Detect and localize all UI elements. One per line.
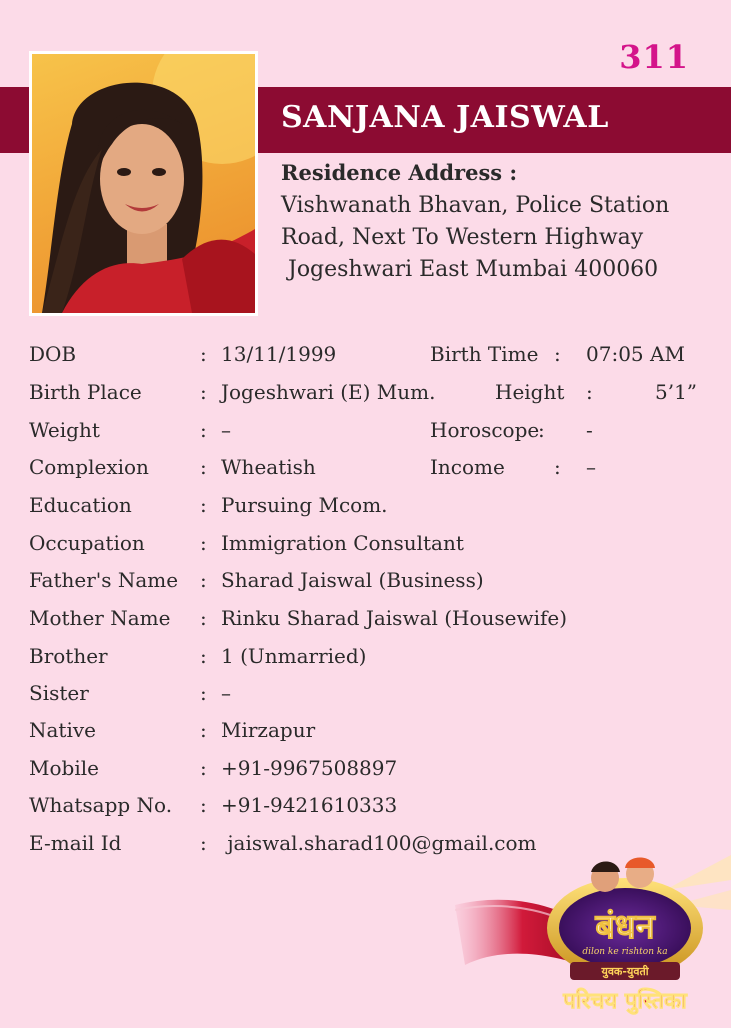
detail-label: Occupation bbox=[29, 531, 145, 555]
detail-value: Rinku Sharad Jaiswal (Housewife) bbox=[221, 606, 568, 630]
logo-subtitle: युवक-युवती bbox=[601, 965, 649, 978]
detail-label: Sister bbox=[29, 681, 89, 705]
detail-colon-2: : bbox=[554, 455, 561, 479]
page-number: 311 bbox=[619, 38, 689, 76]
detail-colon: : bbox=[200, 681, 207, 705]
detail-colon: : bbox=[200, 606, 207, 630]
detail-colon: : bbox=[200, 380, 207, 404]
detail-value: Sharad Jaiswal (Business) bbox=[221, 568, 484, 592]
detail-label: DOB bbox=[29, 342, 77, 366]
detail-label-2: Income bbox=[430, 455, 505, 479]
detail-colon-2: : bbox=[586, 380, 593, 404]
detail-value: Jogeshwari (E) Mum. bbox=[221, 380, 436, 404]
detail-label: Mobile bbox=[29, 756, 99, 780]
detail-colon: : bbox=[200, 455, 207, 479]
detail-value-2: 07:05 AM bbox=[586, 342, 685, 366]
address-line-3: Jogeshwari East Mumbai 400060 bbox=[281, 257, 659, 282]
detail-label-2: Height bbox=[495, 380, 565, 404]
detail-label: E-mail Id bbox=[29, 831, 122, 855]
detail-value-2: – bbox=[586, 455, 596, 479]
detail-value: – bbox=[221, 418, 231, 442]
detail-value: – bbox=[221, 681, 231, 705]
address-line-2: Road, Next To Western Highway bbox=[281, 225, 644, 250]
bandhan-logo-graphic bbox=[455, 850, 731, 1024]
logo-title: बंधन bbox=[595, 907, 655, 947]
detail-colon: : bbox=[200, 756, 207, 780]
detail-colon: : bbox=[200, 418, 207, 442]
logo-bottom-text: परिचय पुस्तिका bbox=[563, 989, 687, 1014]
detail-label: Weight bbox=[29, 418, 100, 442]
detail-value: +91-9967508897 bbox=[221, 756, 398, 780]
logo-tagline: dilon ke rishton ka bbox=[582, 947, 668, 957]
detail-colon: : bbox=[200, 531, 207, 555]
detail-colon: : bbox=[200, 644, 207, 668]
portrait-illustration bbox=[32, 54, 255, 313]
detail-colon: : bbox=[200, 793, 207, 817]
detail-value-2: - bbox=[586, 418, 593, 442]
detail-value: Pursuing Mcom. bbox=[221, 493, 388, 517]
detail-colon: : bbox=[200, 493, 207, 517]
detail-label: Complexion bbox=[29, 455, 149, 479]
detail-label: Education bbox=[29, 493, 132, 517]
address-line-1: Vishwanath Bhavan, Police Station bbox=[281, 193, 670, 218]
detail-colon: : bbox=[200, 568, 207, 592]
detail-label: Mother Name bbox=[29, 606, 171, 630]
detail-value: 13/11/1999 bbox=[221, 342, 337, 366]
detail-value: Wheatish bbox=[221, 455, 316, 479]
detail-colon-2: : bbox=[538, 418, 545, 442]
detail-colon: : bbox=[200, 718, 207, 742]
detail-label-2: Birth Time bbox=[430, 342, 539, 366]
detail-colon: : bbox=[200, 831, 207, 855]
address-label: Residence Address : bbox=[281, 160, 518, 185]
detail-label-2: Horoscope bbox=[430, 418, 540, 442]
bandhan-logo bbox=[455, 850, 731, 1024]
detail-label: Birth Place bbox=[29, 380, 142, 404]
detail-colon: : bbox=[200, 342, 207, 366]
detail-label: Brother bbox=[29, 644, 108, 668]
detail-value-2: 5’1” bbox=[655, 380, 698, 404]
detail-value: 1 (Unmarried) bbox=[221, 644, 367, 668]
detail-value: Mirzapur bbox=[221, 718, 316, 742]
detail-value: jaiswal.sharad100@gmail.com bbox=[221, 831, 537, 855]
detail-value: Immigration Consultant bbox=[221, 531, 464, 555]
detail-label: Native bbox=[29, 718, 96, 742]
detail-colon-2: : bbox=[554, 342, 561, 366]
detail-label: Father's Name bbox=[29, 568, 179, 592]
detail-value: +91-9421610333 bbox=[221, 793, 398, 817]
profile-photo bbox=[29, 51, 258, 316]
detail-label: Whatsapp No. bbox=[29, 793, 173, 817]
profile-name: SANJANA JAISWAL bbox=[281, 100, 609, 135]
